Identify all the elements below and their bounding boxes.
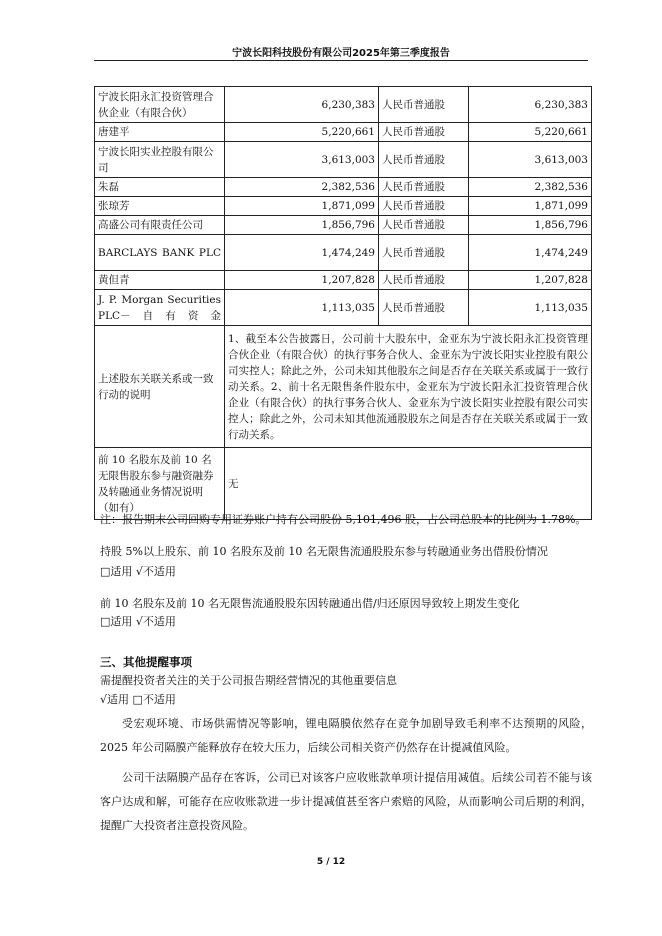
holder-type-count: 2,382,536 bbox=[469, 178, 592, 197]
holder-name: 朱磊 bbox=[95, 178, 225, 197]
risk-paragraph-1: 受宏观环境、市场供需情况等影响，锂电隔膜依然存在竞争加剧导致毛利率不达预期的风险，2025 年公司隔膜产能释放存在较大压力，后续公司相关资产仍然存在计提减值风险。 bbox=[100, 717, 592, 754]
margin-note-row bbox=[95, 448, 592, 520]
table-row bbox=[95, 87, 592, 123]
holder-name: 黄但青 bbox=[95, 271, 225, 290]
footnote: 注：报告期末公司回购专用证券账户持有公司股份 5,101,496 股，占公司总股本的比例为 1.78%。 bbox=[100, 513, 587, 526]
holder-name: BARCLAYS BANK PLC bbox=[95, 235, 225, 271]
holder-type-count: 1,871,099 bbox=[469, 197, 592, 216]
holder-shares: 2,382,536 bbox=[225, 178, 379, 197]
section-heading: 三、其他提醒事项 bbox=[100, 655, 192, 669]
lending-title: 持股 5%以上股东、前 10 名股东及前 10 名无限售流通股股东参与转融通业务出借股份情况 bbox=[100, 545, 548, 558]
table-row bbox=[95, 290, 592, 326]
holder-type-count: 1,207,828 bbox=[469, 271, 592, 290]
table-row bbox=[95, 216, 592, 235]
table-row bbox=[95, 197, 592, 216]
table-row bbox=[95, 235, 592, 271]
section-choice: √适用 □不适用 bbox=[100, 693, 176, 706]
holder-share-type: 人民币普通股 bbox=[379, 197, 469, 216]
holder-share-type: 人民币普通股 bbox=[379, 290, 469, 326]
holder-type-count: 1,113,035 bbox=[469, 290, 592, 326]
holder-name: 唐建平 bbox=[95, 123, 225, 142]
holder-share-type: 人民币普通股 bbox=[379, 216, 469, 235]
lending-choice: □适用 √不适用 bbox=[100, 565, 176, 578]
holder-share-type: 人民币普通股 bbox=[379, 271, 469, 290]
holder-shares: 1,871,099 bbox=[225, 197, 379, 216]
holder-name: 张琼芳 bbox=[95, 197, 225, 216]
risk-paragraph-2: 公司干法隔膜产品存在客诉，公司已对该客户应收账款单项计提信用减值。后续公司若不能与该客户达成和解，可能存在应收账款进一步计提减值甚至客户索赔的风险，从而影响公司后期的利润，提醒广大投资者注意投资风险。 bbox=[100, 771, 592, 832]
table-row bbox=[95, 271, 592, 290]
holder-share-type: 人民币普通股 bbox=[379, 142, 469, 178]
relation-note-text: 1、截至本公告披露日，公司前十大股东中，金亚东为宁波长阳永汇投资管理合伙企业（有限合伙）的执行事务合伙人、金亚东为宁波长阳实业控股有限公司实控人；除此之外，公司未知其他股东之间是否存在关联关系或属于一致行动关系。2、前十名无限售条件股东中，金亚东为宁波长阳永汇投资管理合伙企业（有限合伙）的执行事务合伙人、金亚东为宁波长阳实业控股有限公司实控人；除此之外，公司未知其他流通股股东之间是否存在关联关系或属于一致行动关系。 bbox=[225, 326, 592, 448]
holder-shares: 1,113,035 bbox=[225, 290, 379, 326]
holder-shares: 1,474,249 bbox=[225, 235, 379, 271]
holder-share-type: 人民币普通股 bbox=[379, 235, 469, 271]
holder-share-type: 人民币普通股 bbox=[379, 123, 469, 142]
page-number: 5 / 12 bbox=[316, 857, 346, 867]
page-header: 宁波长阳科技股份有限公司2025年第三季度报告 bbox=[232, 48, 450, 59]
holder-share-type: 人民币普通股 bbox=[379, 178, 469, 197]
table-row bbox=[95, 178, 592, 197]
holder-name: J. P. Morgan Securities PLC－自有资金 bbox=[95, 290, 225, 326]
margin-note-text: 无 bbox=[225, 448, 592, 520]
holder-name: 宁波长阳实业控股有限公司 bbox=[95, 142, 225, 178]
margin-note-label: 前 10 名股东及前 10 名无限售股东参与融资融券及转融通业务情况说明（如有） bbox=[95, 448, 225, 520]
relation-note-row bbox=[95, 326, 592, 448]
holder-shares: 6,230,383 bbox=[225, 87, 379, 123]
holder-shares: 3,613,003 bbox=[225, 142, 379, 178]
holder-type-count: 1,856,796 bbox=[469, 216, 592, 235]
header-rule bbox=[94, 60, 588, 61]
table-row bbox=[95, 123, 592, 142]
holder-name: 高盛公司有限责任公司 bbox=[95, 216, 225, 235]
holder-shares: 1,207,828 bbox=[225, 271, 379, 290]
change-choice: □适用 √不适用 bbox=[100, 615, 176, 628]
holder-shares: 5,220,661 bbox=[225, 123, 379, 142]
change-title: 前 10 名股东及前 10 名无限售流通股股东因转融通出借/归还原因导致较上期发生变化 bbox=[100, 597, 520, 610]
shareholders-table bbox=[94, 86, 592, 520]
table-row bbox=[95, 142, 592, 178]
section-intro: 需提醒投资者关注的关于公司报告期经营情况的其他重要信息 bbox=[100, 674, 397, 687]
relation-note-label: 上述股东关联关系或一致行动的说明 bbox=[95, 326, 225, 448]
holder-type-count: 1,474,249 bbox=[469, 235, 592, 271]
holder-share-type: 人民币普通股 bbox=[379, 87, 469, 123]
holder-name: 宁波长阳永汇投资管理合伙企业（有限合伙） bbox=[95, 87, 225, 123]
holder-type-count: 5,220,661 bbox=[469, 123, 592, 142]
holder-shares: 1,856,796 bbox=[225, 216, 379, 235]
holder-type-count: 6,230,383 bbox=[469, 87, 592, 123]
holder-type-count: 3,613,003 bbox=[469, 142, 592, 178]
